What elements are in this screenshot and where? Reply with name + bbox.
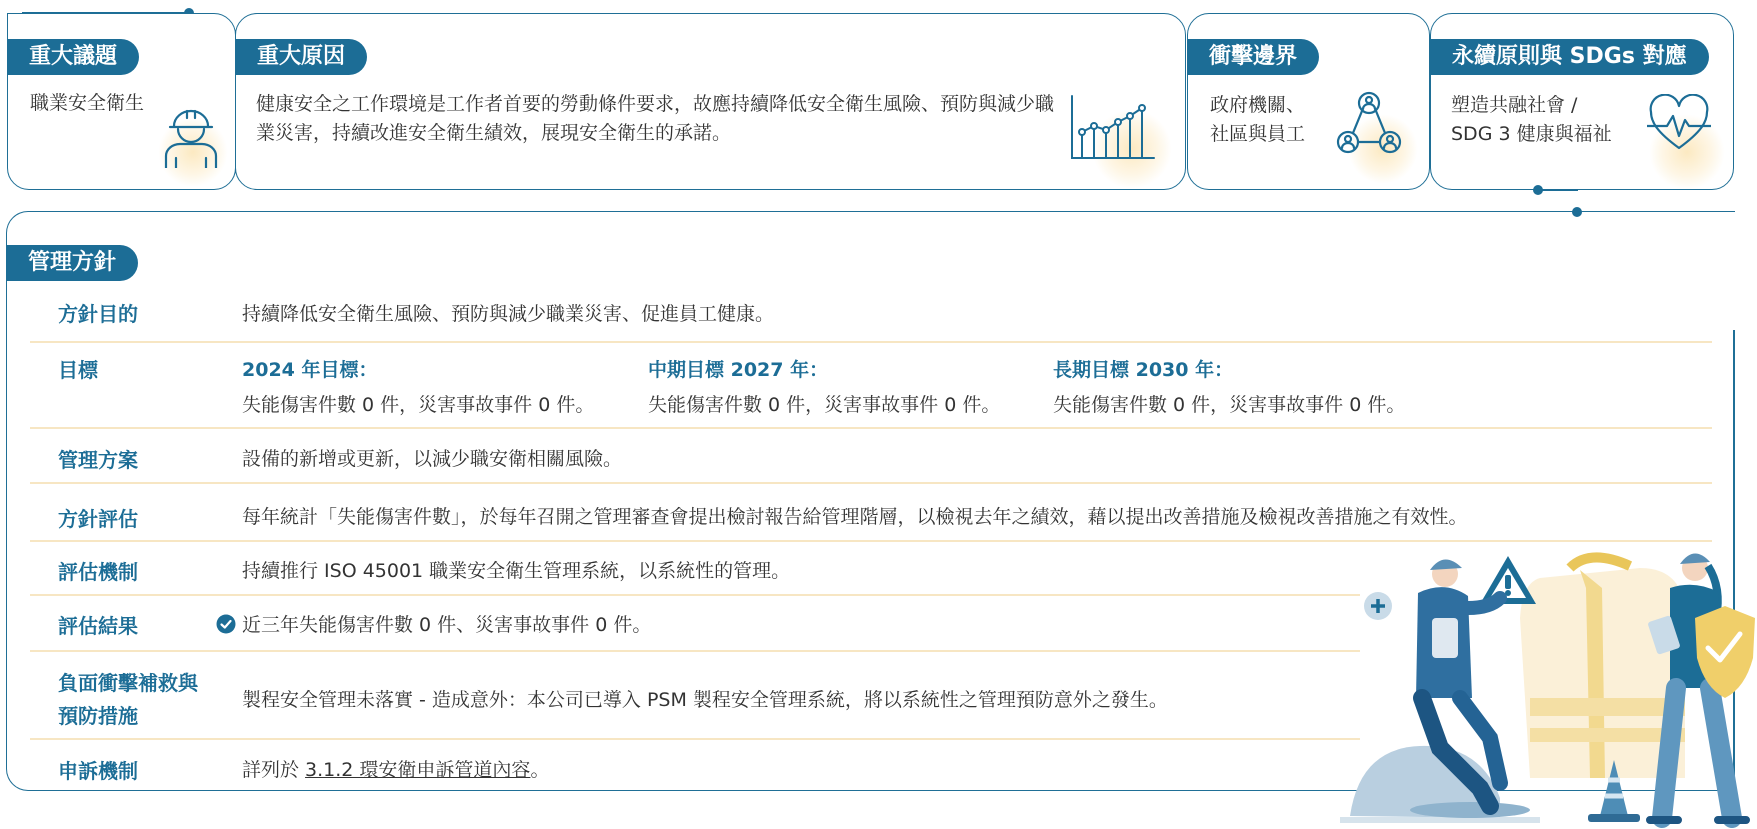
network-people-icon: [1336, 90, 1402, 156]
row-divider: [30, 594, 1360, 596]
boundary-line2: 社區與員工: [1210, 123, 1306, 145]
reason-card: [235, 13, 1186, 190]
row-label-purpose: 方針目的: [58, 302, 138, 326]
sdg-tag: 永續原則與 SDGs 對應: [1430, 39, 1709, 75]
row-label-remedy-line1: 負面衝擊補救與: [58, 671, 198, 695]
row-divider: [30, 482, 1712, 484]
grievance-suffix: 。: [530, 759, 550, 781]
reason-tag: 重大原因: [235, 39, 367, 75]
goal-2024-body: 失能傷害件數 0 件，災害事故事件 0 件。: [242, 394, 595, 416]
row-divider: [30, 427, 1712, 429]
row-divider: [30, 540, 1712, 542]
check-circle-icon: [216, 614, 236, 634]
heart-pulse-icon: [1647, 94, 1711, 152]
row-label-grievance: 申訴機制: [58, 759, 138, 783]
row-divider: [30, 650, 1360, 652]
boundary-line1: 政府機關、: [1210, 94, 1306, 116]
row-value-purpose: 持續降低安全衛生風險、預防與減少職業災害、促進員工健康。: [242, 303, 775, 325]
row-label-mechanism: 評估機制: [58, 560, 138, 584]
row-divider: [30, 341, 1712, 343]
row-divider: [30, 738, 1360, 740]
goal-2027-head: 中期目標 2027 年：: [648, 359, 829, 381]
goal-2024-head: 2024 年目標：: [242, 359, 378, 381]
goal-2024: [242, 355, 594, 417]
row-value-grievance: [242, 755, 549, 782]
goal-2027-body: 失能傷害件數 0 件，災害事故事件 0 件。: [648, 394, 1001, 416]
row-value-mechanism: 持續推行 ISO 45001 職業安全衛生管理系統，以系統性的管理。: [242, 560, 791, 582]
worker-helmet-icon: [158, 102, 224, 168]
connector-line: [1538, 189, 1578, 191]
connector-dot: [1572, 207, 1582, 217]
row-label-evaluation: 方針評估: [58, 507, 138, 531]
row-label-plan: 管理方案: [58, 448, 138, 472]
boundary-tag: 衝擊邊界: [1187, 39, 1319, 75]
safety-workers-illustration: [1340, 548, 1757, 829]
sdg-line2: SDG 3 健康與福祉: [1451, 123, 1612, 145]
issue-text: 職業安全衛生: [30, 92, 145, 114]
row-label-result: 評估結果: [58, 614, 138, 638]
goal-2030-body: 失能傷害件數 0 件，災害事故事件 0 件。: [1053, 394, 1406, 416]
growth-chart-icon: [1068, 94, 1158, 166]
row-value-result: 近三年失能傷害件數 0 件、災害事故事件 0 件。: [242, 614, 652, 636]
sdg-line1: 塑造共融社會 /: [1451, 94, 1578, 116]
issue-tag: 重大議題: [7, 39, 139, 75]
row-value-plan: 設備的新增或更新，以減少職安衛相關風險。: [242, 448, 623, 470]
row-label-goals: 目標: [58, 358, 98, 382]
goal-2027: [648, 355, 1000, 417]
row-label-remedy-line2: 預防措施: [58, 704, 138, 728]
row-value-remedy: 製程安全管理未落實 - 造成意外：本公司已導入 PSM 製程安全管理系統，將以系統性之管理預防意外之發生。: [242, 689, 1168, 711]
goal-2030: [1053, 355, 1405, 417]
management-tag: 管理方針: [6, 245, 138, 281]
row-value-evaluation: 每年統計「失能傷害件數」，於每年召開之管理審查會提出檢討報告給管理階層，以檢視去年之績效，藉以提出改善措施及檢視改善措施之有效性。: [242, 506, 1468, 528]
grievance-link[interactable]: 3.1.2 環安衛申訴管道內容: [305, 759, 531, 781]
goal-2030-head: 長期目標 2030 年：: [1053, 359, 1234, 381]
reason-text: 健康安全之工作環境是工作者首要的勞動條件要求，故應持續降低安全衛生風險、預防與減少職業災害，持續改進安全衛生績效，展現安全衛生的承諾。: [256, 93, 1055, 144]
grievance-prefix: 詳列於: [242, 759, 306, 781]
